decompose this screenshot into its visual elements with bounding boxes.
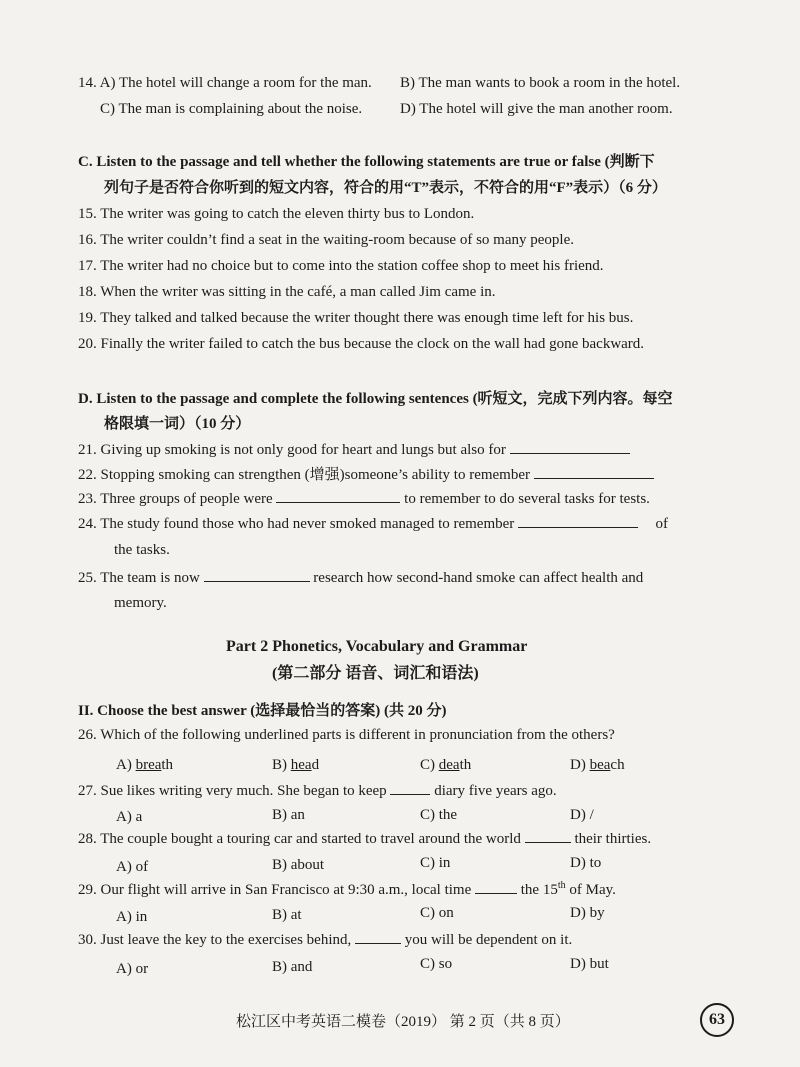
- section-d-heading-line1: D. Listen to the passage and complete the following sentences (听短文，完成下列内容。每空: [78, 391, 673, 407]
- q26-option-b[interactable]: B) head: [272, 757, 320, 773]
- page-number-badge: 63: [700, 1003, 734, 1037]
- question-26: 26. Which of the following underlined parts is different in pronunciation from the others?: [78, 727, 615, 743]
- q27-option-a[interactable]: A) a: [116, 809, 143, 825]
- q14-option-b: B) The man wants to book a room in the hotel.: [400, 75, 681, 91]
- question-22: 22. Stopping smoking can strengthen (增强)someone’s ability to remember: [78, 464, 654, 484]
- answer-blank[interactable]: [534, 464, 654, 479]
- question-20: 20. Finally the writer failed to catch the bus because the clock on the wall had gone backward.: [78, 336, 645, 352]
- q28-option-b[interactable]: B) about: [272, 857, 325, 873]
- q29-option-a[interactable]: A) in: [116, 909, 148, 925]
- question-25-cont: memory.: [114, 595, 167, 611]
- q14-option-a: 14. A) The hotel will change a room for the man.: [78, 75, 372, 91]
- section-c-heading-line2: 列句子是否符合你听到的短文内容，符合的用“T”表示，不符合的用“F”表示）（6 分）: [104, 180, 667, 196]
- answer-blank[interactable]: [276, 488, 400, 503]
- q14-option-d: D) The hotel will give the man another room.: [400, 101, 673, 117]
- q28-option-a[interactable]: A) of: [116, 859, 149, 875]
- q28-option-c[interactable]: C) in: [420, 855, 451, 871]
- q26-option-d[interactable]: D) beach: [570, 757, 625, 773]
- answer-blank[interactable]: [510, 439, 630, 454]
- question-24: 24. The study found those who had never smoked managed to remember of: [78, 513, 668, 533]
- question-17: 17. The writer had no choice but to come into the station coffee shop to meet his friend.: [78, 258, 604, 274]
- question-25: 25. The team is now research how second-hand smoke can affect health and: [78, 567, 643, 587]
- question-29: 29. Our flight will arrive in San Francisco at 9:30 a.m., local time the 15th of May.: [78, 880, 616, 898]
- question-19: 19. They talked and talked because the writer thought there was enough time left for his bus.: [78, 310, 634, 326]
- answer-blank[interactable]: [355, 929, 401, 944]
- answer-blank[interactable]: [518, 513, 638, 528]
- section-d-heading-line2: 格限填一词）（10 分）: [104, 416, 251, 432]
- q29-option-b[interactable]: B) at: [272, 907, 302, 923]
- q30-option-a[interactable]: A) or: [116, 961, 149, 977]
- section-ii-heading: II. Choose the best answer (选择最恰当的答案) (共 20 分): [78, 703, 447, 719]
- part-2-subtitle: (第二部分 语音、词汇和语法): [272, 665, 479, 682]
- q28-option-d[interactable]: D) to: [570, 855, 602, 871]
- q27-option-c[interactable]: C) the: [420, 807, 458, 823]
- q26-option-a[interactable]: A) breath: [116, 757, 174, 773]
- question-18: 18. When the writer was sitting in the café, a man called Jim came in.: [78, 284, 496, 300]
- q27-option-d[interactable]: D) /: [570, 807, 594, 823]
- question-27: 27. Sue likes writing very much. She began to keep diary five years ago.: [78, 780, 557, 800]
- answer-blank[interactable]: [204, 567, 310, 582]
- q30-option-b[interactable]: B) and: [272, 959, 313, 975]
- q14-option-c: C) The man is complaining about the noise.: [100, 101, 363, 117]
- page-footer: 松江区中考英语二模卷（2019） 第 2 页（共 8 页）: [236, 1014, 570, 1030]
- part-2-title: Part 2 Phonetics, Vocabulary and Grammar: [226, 638, 528, 655]
- question-28: 28. The couple bought a touring car and started to travel around the world their thirties.: [78, 828, 651, 848]
- answer-blank[interactable]: [475, 879, 517, 894]
- section-c-heading-line1: C. Listen to the passage and tell whether the following statements are true or false (判断下: [78, 154, 655, 170]
- q29-option-c[interactable]: C) on: [420, 905, 454, 921]
- q27-option-b[interactable]: B) an: [272, 807, 305, 823]
- answer-blank[interactable]: [390, 780, 430, 795]
- q30-option-d[interactable]: D) but: [570, 956, 609, 972]
- question-16: 16. The writer couldn’t find a seat in the waiting-room because of so many people.: [78, 232, 574, 248]
- question-30: 30. Just leave the key to the exercises behind, you will be dependent on it.: [78, 929, 572, 949]
- question-15: 15. The writer was going to catch the eleven thirty bus to London.: [78, 206, 475, 222]
- q29-option-d[interactable]: D) by: [570, 905, 605, 921]
- q30-option-c[interactable]: C) so: [420, 956, 453, 972]
- q26-option-c[interactable]: C) death: [420, 757, 472, 773]
- question-24-cont: the tasks.: [114, 542, 170, 558]
- answer-blank[interactable]: [525, 828, 571, 843]
- question-21: 21. Giving up smoking is not only good for heart and lungs but also for: [78, 439, 630, 459]
- question-23: 23. Three groups of people were to remember to do several tasks for tests.: [78, 488, 650, 508]
